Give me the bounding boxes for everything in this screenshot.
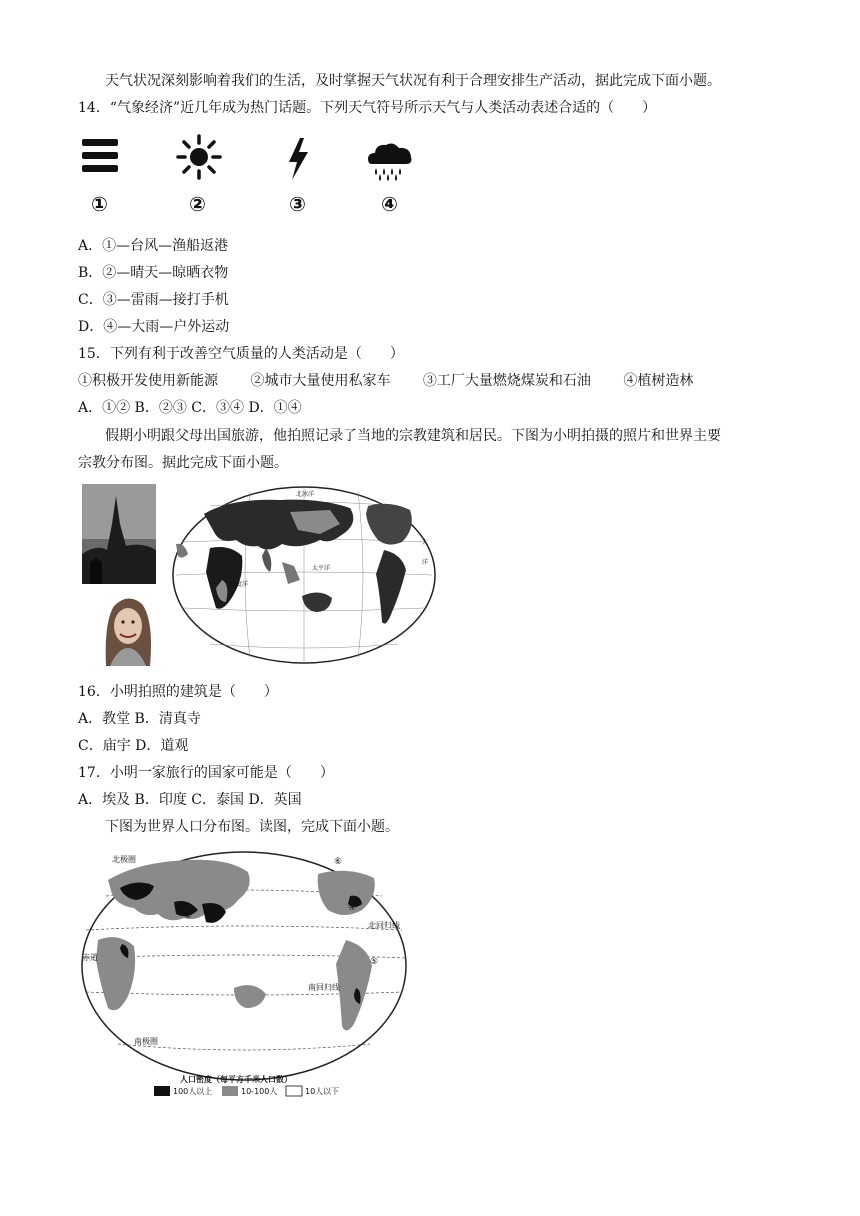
- symbol-label-2: ②: [189, 192, 206, 216]
- resident-photo: [100, 592, 156, 666]
- legend-mid: 10-100人: [241, 1087, 278, 1096]
- population-legend: [154, 1074, 339, 1096]
- q16-options-row2: C．庙宇 D．道观: [78, 738, 189, 754]
- q17-options: A．埃及 B．印度 C．泰国 D．英国: [78, 792, 302, 808]
- q15-options: A．①② B．②③ C．③④ D．①④: [78, 400, 302, 416]
- label-arctic: 北冰洋: [296, 491, 315, 498]
- q14-option-b: B．②—晴天—晾晒衣物: [78, 265, 229, 281]
- legend-swatch-low: [286, 1086, 302, 1096]
- label-antarctic-circle: 南极圈: [134, 1037, 158, 1046]
- marker-5: ⑤: [370, 957, 379, 967]
- q15-stem: 15．下列有利于改善空气质量的人类活动是（ ）: [78, 346, 404, 362]
- label-tropic-cancer: 北回归线: [368, 921, 400, 930]
- symbol-label-4: ④: [381, 192, 398, 216]
- intro-population: 下图为世界人口分布图。读图，完成下面小题。: [105, 819, 399, 835]
- q15-item-4: ④植树造林: [623, 373, 694, 389]
- marker-4: ④: [348, 903, 357, 913]
- q15-item-1: ①积极开发使用新能源: [78, 373, 218, 389]
- q14-option-d: D．④—大雨—户外运动: [78, 319, 230, 335]
- marker-2: ②: [184, 911, 193, 921]
- q14-stem: 14．“气象经济”近几年成为热门话题。下列天气符号所示天气与人类活动表述合适的（ ）: [78, 100, 657, 116]
- heavy-rain-icon: [366, 140, 414, 182]
- q17-stem: 17．小明一家旅行的国家可能是（ ）: [78, 765, 334, 781]
- marker-6: ⑥: [334, 857, 343, 867]
- legend-title: 人口密度（每平方千米人口数）: [180, 1075, 292, 1084]
- label-equator: 赤道: [82, 953, 98, 962]
- legend-swatch-mid: [222, 1086, 238, 1096]
- q15-item-2: ②城市大量使用私家车: [250, 373, 391, 389]
- sunny-icon: [176, 134, 222, 180]
- q15-items: [78, 372, 721, 390]
- label-atlantic-1: 大: [422, 539, 429, 546]
- label-indian: 印度洋: [230, 581, 249, 588]
- marker-1: ①: [144, 883, 153, 893]
- q16-stem: 16．小明拍照的建筑是（ ）: [78, 684, 278, 700]
- q14-option-c: C．③—雷雨—接打手机: [78, 292, 229, 308]
- church-photo: [82, 484, 156, 584]
- legend-high: 100人以上: [173, 1087, 213, 1096]
- q16-options-row1: A．教堂 B．清真寺: [78, 711, 201, 727]
- legend-low: 10人以下: [305, 1087, 340, 1096]
- lightning-icon: [284, 136, 312, 182]
- q15-item-3: ③工厂大量燃烧煤炭和石油: [422, 373, 591, 389]
- symbol-label-3: ③: [289, 192, 306, 216]
- intro-religion-1: 假期小明跟父母出国旅游，他拍照记录了当地的宗教建筑和居民。下图为小明拍摄的照片和世界主要: [105, 428, 721, 444]
- label-tropic-capricorn: 南回归线: [308, 983, 340, 992]
- world-religion-map: [170, 484, 438, 666]
- intro-weather: 天气状况深刻影响着我们的生活，及时掌握天气状况有利于合理安排生产活动，据此完成下面小题。: [105, 73, 721, 89]
- label-arctic-circle: 北极圈: [112, 855, 136, 864]
- intro-religion-2: 宗教分布图。据此完成下面小题。: [78, 455, 288, 471]
- legend-swatch-high: [154, 1086, 170, 1096]
- fog-icon: [80, 136, 122, 176]
- q14-option-a: A．①—台风—渔船返港: [78, 238, 229, 254]
- label-atlantic-2: 洋: [422, 559, 429, 566]
- label-pacific: 太平洋: [312, 565, 331, 572]
- world-population-map: [78, 848, 410, 1100]
- marker-3: ③: [204, 907, 213, 917]
- symbol-label-1: ①: [91, 192, 108, 216]
